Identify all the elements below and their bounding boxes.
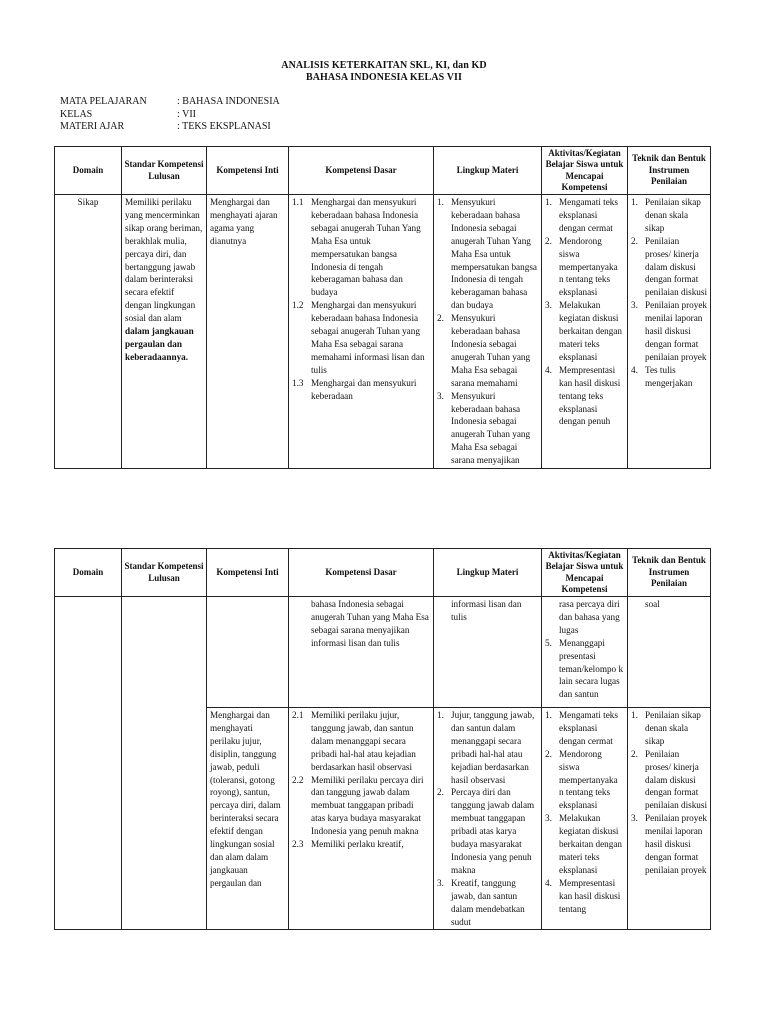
header-kd: Kompetensi Dasar <box>289 147 434 195</box>
item-number: 2. <box>631 748 638 759</box>
item-text: Percaya diri dan tanggung jawab dalam membuat tanggapan pribadi atas karya budaya masyarakat Indonesia yang penuh makna <box>451 787 535 875</box>
item-number: 2. <box>437 787 444 798</box>
item-number: 3. <box>545 300 552 311</box>
item-number: 1. <box>545 197 552 207</box>
meta-row <box>60 121 280 134</box>
item-number: 2.1 <box>292 710 304 720</box>
list-item <box>545 196 624 235</box>
title-line-2: BAHASA INDONESIA KELAS VII <box>305 72 463 83</box>
ki-cell <box>207 597 289 708</box>
item-text: Mengamati teks eksplanasi dengan cermat <box>559 197 618 233</box>
item-number: 2.3 <box>292 839 304 850</box>
lingkup-cell <box>434 195 542 469</box>
list-item <box>545 877 624 916</box>
item-number: 3. <box>631 813 638 824</box>
meta-label: MATERI AJAR <box>60 121 125 132</box>
kd-cell <box>289 597 434 708</box>
skl-text: Memiliki perilaku yang mencerminkan sikap orang beriman, berakhlak mulia, percaya diri, dan bertanggung jawab dalam berinteraksi secara efektif dengan lingkungan sosial dan alam <box>125 197 203 324</box>
item-number: 1. <box>631 710 638 720</box>
table-header-row <box>55 147 711 195</box>
list-item <box>292 838 430 851</box>
item-number: 4. <box>545 877 552 888</box>
list-item <box>631 709 707 748</box>
aktivitas-cell <box>542 597 628 708</box>
item-number: 3. <box>631 300 638 311</box>
ki-cell: Menghargai dan menghayati ajaran agama yang dianutnya <box>207 195 289 469</box>
item-text: Penilaian sikap denan skala sikap <box>645 710 701 746</box>
item-number: 4. <box>545 364 552 375</box>
meta-label: MATA PELAJARAN <box>60 96 147 107</box>
list-item <box>545 299 624 364</box>
item-number: 3. <box>545 813 552 824</box>
item-number: 4. <box>631 364 638 375</box>
skl-bold-text: dalam jangkauan pergaulan dan keberadaannya. <box>125 326 194 362</box>
lingkup-cell <box>434 597 542 708</box>
meta-label: KELAS <box>60 108 93 120</box>
lingkup-cell <box>434 708 542 930</box>
domain-cell: Sikap <box>55 195 122 469</box>
header-ki: Kompetensi Inti <box>207 147 289 195</box>
header-lingkup: Lingkup Materi <box>434 549 542 597</box>
item-text: Memiliki perilaku jujur, tanggung jawab, dan santun dalam menanggapi secara pribadi hal-hal atau kejadian berdasarkan hasil observasi <box>311 710 416 772</box>
list-item <box>292 709 430 774</box>
list-item <box>631 748 707 813</box>
list-item <box>545 235 624 300</box>
item-text: Melakukan kegiatan diskusi berkaitan dengan materi teks eksplanasi <box>559 813 623 875</box>
item-text: Memiliki perilaku percaya diri dan tanggung jawab dalam membuat tanggapan pribadi atas karya budaya masyarakat Indonesia yang penuh makna <box>311 774 424 837</box>
item-number: 1. <box>437 710 444 720</box>
document-meta <box>60 96 280 134</box>
skl-cell <box>122 195 207 469</box>
header-skl: Standar Kompetensi Lulusan <box>122 147 207 195</box>
item-text: Kreatif, tanggung jawab, dan santun dalam mendebatkan sudut <box>451 877 525 927</box>
item-text: Melakukan kegiatan diskusi berkaitan dengan materi teks eksplanasi <box>559 300 623 362</box>
header-aktivitas: Aktivitas/Kegiatan Belajar Siswa untuk Mencapai Kompetensi <box>542 147 628 195</box>
list-item <box>631 299 707 364</box>
item-number: 3. <box>437 877 444 888</box>
header-kd: Kompetensi Dasar <box>289 549 434 597</box>
item-text: Mempresentasi kan hasil diskusi tentang <box>559 877 621 914</box>
teknik-cell <box>628 708 711 930</box>
list-item <box>631 196 707 235</box>
item-number: 2.2 <box>292 774 304 785</box>
aktivitas-cell <box>542 195 628 469</box>
item-number: 3. <box>437 390 444 401</box>
item-text: Mengamati teks eksplanasi dengan cermat <box>559 710 618 746</box>
table-header-row <box>55 549 711 597</box>
list-item <box>437 877 538 929</box>
meta-value: : TEKS EKSPLANASI <box>177 121 271 132</box>
table-row <box>55 195 711 469</box>
teknik-continued-text: soal <box>645 599 660 609</box>
item-number: 2. <box>545 235 552 246</box>
kd-cell <box>289 708 434 930</box>
meta-value: : VII <box>177 108 196 120</box>
item-number: 2. <box>437 313 444 324</box>
item-text: rasa percaya diri dan bahasa yang lugas <box>559 599 620 635</box>
item-text: Mendorong siswa mempertanyaka n tentang teks eksplanasi <box>559 235 618 298</box>
header-ki: Kompetensi Inti <box>207 549 289 597</box>
document-title <box>0 60 768 84</box>
header-domain: Domain <box>55 147 122 195</box>
teknik-cell <box>628 597 711 708</box>
analysis-table-2 <box>54 548 711 930</box>
list-item <box>437 786 538 876</box>
list-item <box>545 709 624 748</box>
list-item <box>437 390 538 467</box>
item-number: 1.1 <box>292 197 304 207</box>
item-number: 1.3 <box>292 377 304 388</box>
item-text: Penilaian proses/ kinerja dalam diskusi dengan format penilaian diskusi <box>645 748 708 811</box>
header-domain: Domain <box>55 549 122 597</box>
item-text: Penilaian proyek menilai laporan hasil diskusi dengan format penilaian proyek <box>645 813 707 875</box>
list-item <box>631 812 707 877</box>
list-item <box>631 364 707 390</box>
list-item <box>545 748 624 813</box>
item-number: 1. <box>631 197 638 207</box>
item-number: 2. <box>545 748 552 759</box>
item-number <box>545 598 559 637</box>
header-aktivitas: Aktivitas/Kegiatan Belajar Siswa untuk Mencapai Kompetensi <box>542 549 628 597</box>
item-text: Penilaian proyek menilai laporan hasil diskusi dengan format penilaian proyek <box>645 300 707 362</box>
header-teknik: Teknik dan Bentuk Instrumen Penilaian <box>628 147 711 195</box>
ki-cell: Menghargai dan menghayati perilaku jujur, disiplin, tanggung jawab, peduli (toleransi, gotong royong), santun, percaya diri, dalam berinteraksi secara efektif dengan lingkungan sosial dan alam dalam jangkauan pergaulan dan <box>207 708 289 930</box>
lingkup-continued-text: informasi lisan dan tulis <box>451 599 522 622</box>
kd-cell <box>289 195 434 469</box>
item-text: Memiliki perlaku kreatif, <box>311 839 404 850</box>
list-item <box>545 364 624 429</box>
item-text: Menghargai dan mensyukuri keberadaan bahasa Indonesia sebagai anugerah Tuhan yang Maha Esa sebagai sarana memahami informasi lisan dan tulis <box>311 300 425 375</box>
header-lingkup: Lingkup Materi <box>434 147 542 195</box>
list-item <box>437 312 538 389</box>
item-text: Penilaian sikap denan skala sikap <box>645 197 701 233</box>
item-number: 2. <box>631 235 638 246</box>
list-item <box>292 377 430 403</box>
kd-continued-text: bahasa Indonesia sebagai anugerah Tuhan yang Maha Esa sebagai sarana menyajikan informasi lisan dan tulis <box>311 599 429 648</box>
meta-row <box>60 109 280 122</box>
list-item <box>437 709 538 786</box>
item-text: Mempresentasi kan hasil diskusi tentang teks eksplanasi dengan penuh <box>559 364 621 427</box>
meta-row <box>60 96 280 109</box>
analysis-table-1 <box>54 146 711 469</box>
list-item <box>292 299 430 376</box>
list-item <box>292 774 430 839</box>
item-number: 1. <box>437 197 444 207</box>
item-number: 1.2 <box>292 300 304 311</box>
list-item <box>292 196 430 299</box>
item-number: 5. <box>545 637 552 648</box>
header-teknik: Teknik dan Bentuk Instrumen Penilaian <box>628 549 711 597</box>
item-text: Menghargai dan mensyukuri keberadaan <box>311 377 417 401</box>
item-text: Menghargai dan mensyukuri keberadaan bahasa Indonesia sebagai anugerah Tuhan Yang Maha Esa untuk mempersatukan bangsa Indonesia di tengah keberagaman bahasa dan budaya <box>311 197 421 298</box>
header-skl: Standar Kompetensi Lulusan <box>122 549 207 597</box>
item-text: Mensyukuri keberadaan bahasa Indonesia sebagai anugerah Tuhan yang Maha Esa sebagai sarana memahami <box>451 313 531 388</box>
aktivitas-cell <box>542 708 628 930</box>
list-item <box>545 637 624 702</box>
item-text: Mendorong siswa mempertanyaka n tentang teks eksplanasi <box>559 748 618 811</box>
table-row <box>55 597 711 708</box>
item-text: Jujur, tanggung jawab, dan santun dalam menanggapi secara pribadi hal-hal atau kejadian berdasarkan hasil observasi <box>451 710 535 785</box>
list-item <box>545 598 624 637</box>
domain-cell <box>55 597 122 930</box>
title-line-1: ANALISIS KETERKAITAN SKL, KI, dan KD <box>281 60 487 71</box>
skl-cell <box>122 597 207 930</box>
item-text: Penilaian proses/ kinerja dalam diskusi dengan format penilaian diskusi <box>645 235 708 298</box>
item-number: 1. <box>545 710 552 720</box>
meta-value: : BAHASA INDONESIA <box>177 96 280 107</box>
item-text: Tes tulis mengerjakan <box>645 364 693 388</box>
list-item <box>545 812 624 877</box>
list-item <box>437 196 538 312</box>
item-text: Menanggapi presentasi teman/kelompo k lain secara lugas dan santun <box>559 637 624 700</box>
teknik-cell <box>628 195 711 469</box>
item-text: Mensyukuri keberadaan bahasa Indonesia sebagai anugerah Tuhan Yang Maha Esa untuk mempersatukan bangsa Indonesia di tengah keberagaman bahasa dan budaya <box>451 197 537 311</box>
item-text: Mensyukuri keberadaan bahasa Indonesia sebagai anugerah Tuhan yang Maha Esa sebagai sarana menyajikan <box>451 390 531 466</box>
list-item <box>631 235 707 300</box>
